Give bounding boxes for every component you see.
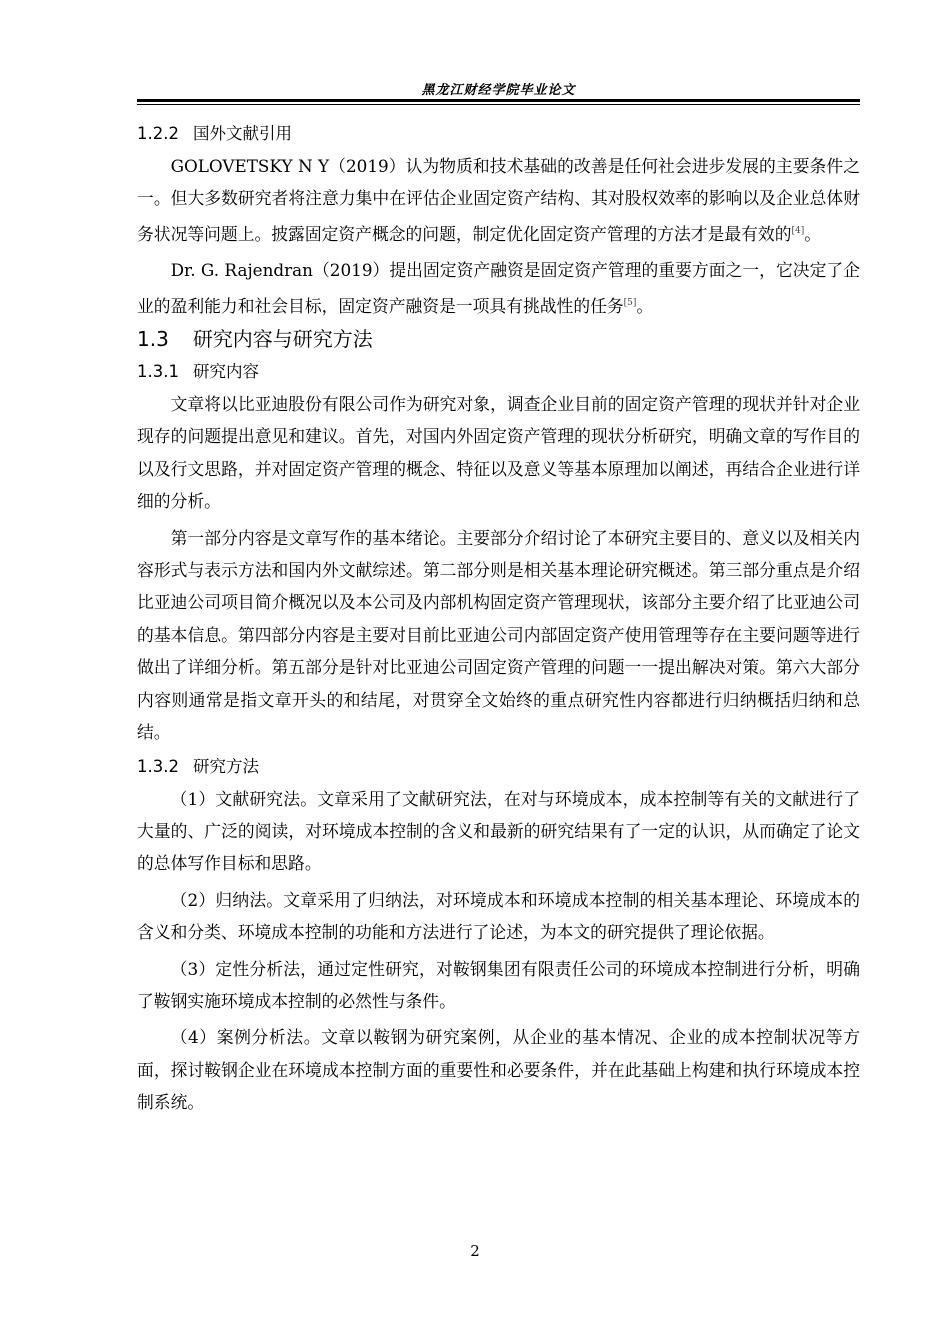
paragraph [137,254,860,322]
section-number: 1.3.2 [137,756,179,776]
paragraph-text: GOLOVETSKY N Y（2019）认为物质和技术基础的改善是任何社会进步发展的主要条件之一。但大多数研究者将注意力集中在评估企业固定资产结构、其对股权效率的影响以及企业总体财务状况等问题上。披露固定资产概念的问题，制定优化固定资产管理的方法才是最有效的 [137,156,860,244]
paragraph-end: 。 [636,295,654,316]
section-heading-1-3-1 [137,356,860,388]
page-number: 2 [470,1242,480,1260]
header-rule-thick [137,99,860,102]
running-header: 黑龙江财经学院毕业论文 [421,83,576,98]
paragraph: 第一部分内容是文章写作的基本绪论。主要部分介绍讨论了本研究主要目的、意义以及相关内容形式与表示方法和国内外文献综述。第二部分则是相关基本理论研究概述。第三部分重点是介绍比亚迪公司项目简介概况以及本公司及内部机构固定资产管理现状，该部分主要介绍了比亚迪公司的基本信息。第四部分内容是主要对目前比亚迪公司内部固定资产使用管理等存在主要问题等进行做出了详细分析。第五部分是针对比亚迪公司固定资产管理的问题一一提出解决对策。第六大部分内容则通常是指文章开头的和结尾，对贯穿全文始终的重点研究性内容都进行归纳概括归纳和总结。 [137,527,860,743]
body-content [137,118,860,1119]
paragraph: （1）文献研究法。文章采用了文献研究法，在对与环境成本，成本控制等有关的文献进行了大量的、广泛的阅读，对环境成本控制的含义和最新的研究结果有了一定的认识，从而确定了论文的总体写作目标和思路。 [137,788,860,874]
section-title: 研究方法 [192,756,259,776]
section-number: 1.3 [137,327,169,352]
citation-marker[interactable]: [4] [791,225,805,236]
section-number: 1.3.1 [137,362,179,382]
paragraph: （2）归纳法。文章采用了归纳法，对环境成本和环境成本控制的相关基本理论、环境成本的含义和分类、环境成本控制的功能和方法进行了论述，为本文的研究提供了理论依据。 [137,889,860,943]
paragraph-text: Dr. G. Rajendran（2019）提出固定资产融资是固定资产管理的重要方面之一，它决定了企业的盈利能力和社会目标，固定资产融资是一项具有挑战性的任务 [137,260,860,316]
section-title: 研究内容与研究方法 [192,327,373,352]
citation-marker[interactable]: [5] [623,297,637,308]
header-rule-thin [137,104,860,105]
paragraph: （4）案例分析法。文章以鞍钢为研究案例，从企业的基本情况、企业的成本控制状况等方面，探讨鞍钢企业在环境成本控制方面的重要性和必要条件，并在此基础上构建和执行环境成本控制系统。 [137,1027,860,1113]
paragraph [137,150,860,250]
paragraph-end: 。 [804,223,822,244]
section-heading-1-2-2 [137,118,860,150]
section-title: 研究内容 [192,362,259,382]
section-title: 国外文献引用 [192,124,292,143]
section-heading-1-3-2 [137,751,860,783]
section-heading-1-3 [137,322,860,356]
section-number: 1.2.2 [137,124,179,143]
paragraph: （3）定性分析法，通过定性研究，对鞍钢集团有限责任公司的环境成本控制进行分析，明确了鞍钢实施环境成本控制的必然性与条件。 [137,958,860,1011]
paragraph: 文章将以比亚迪股份有限公司作为研究对象，调查企业目前的固定资产管理的现状并针对企业现存的问题提出意见和建议。首先，对国内外固定资产管理的现状分析研究，明确文章的写作目的以及行文思路，并对固定资产管理的概念、特征以及意义等基本原理加以阐述，再结合企业进行详细的分析。 [137,394,860,512]
